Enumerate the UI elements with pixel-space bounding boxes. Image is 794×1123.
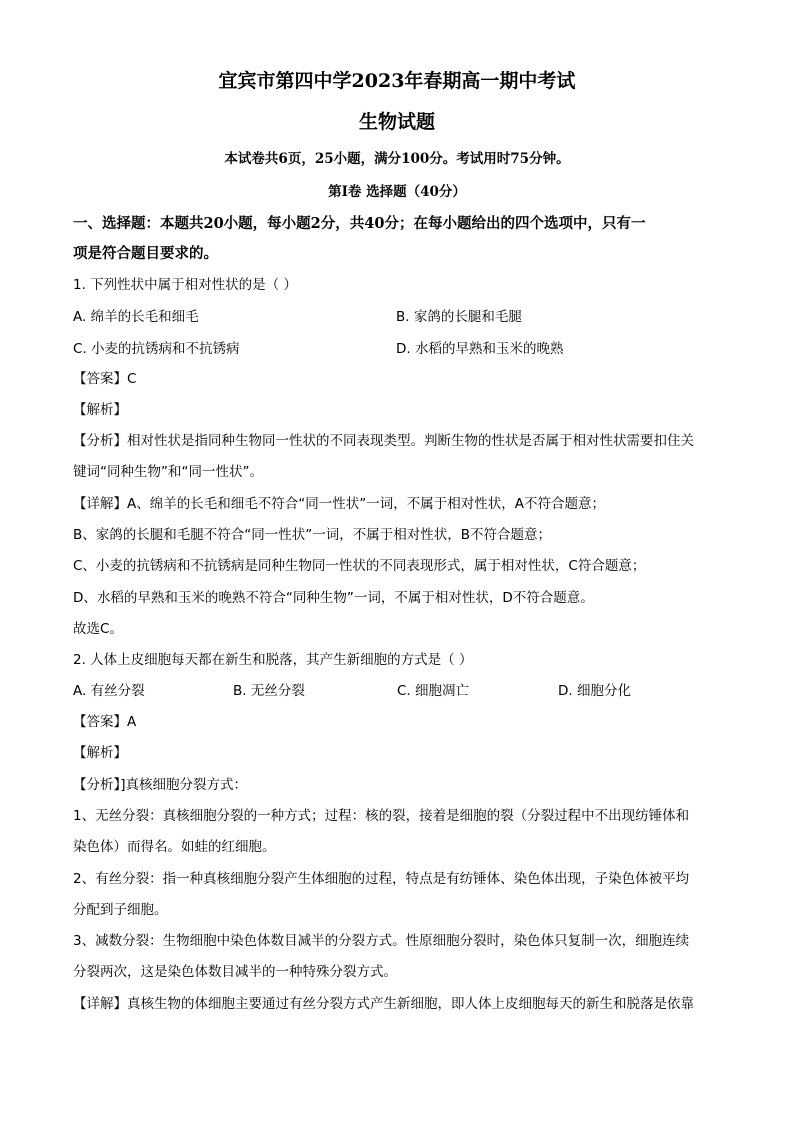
subject-title: 生物试题 — [358, 111, 435, 133]
question-2-p2-line-2: 分配到子细胞。 — [73, 902, 168, 918]
question-1-detail-a: 【详解】A、绵羊的长毛和细毛不符合“同一性状”一词，不属于相对性状，A不符合题意； — [73, 496, 605, 512]
question-1-stem: 1. 下列性状中属于相对性状的是（ ） — [73, 277, 297, 293]
question-1-option-b: B. 家鸽的长腿和毛腿 — [396, 309, 522, 325]
question-2-option-c: C. 细胞凋亡 — [397, 683, 470, 699]
section-title: 第I卷 选择题（40分） — [328, 184, 466, 200]
instructions-line-1: 一、选择题：本题共20小题，每小题2分，共40分；在每小题给出的四个选项中，只有一 — [73, 215, 646, 232]
question-1-answer: 【答案】C — [73, 371, 137, 387]
question-2-p3-line-1: 3、减数分裂：生物细胞中染色体数目减半的分裂方式。性原细胞分裂时，染色体只复制一次，细胞连续 — [73, 933, 690, 949]
question-1-option-d: D. 水稻的早熟和玉米的晚熟 — [396, 341, 564, 357]
question-2-analysis-head: 【分析】]真核细胞分裂方式： — [73, 777, 248, 793]
exam-info: 本试卷共6页，25小题，满分100分。考试用时75分钟。 — [224, 151, 570, 167]
question-1-option-a: A. 绵羊的长毛和细毛 — [73, 309, 199, 325]
question-1-analysis-label: 【解析】 — [73, 402, 127, 418]
question-2-p3-line-2: 分裂两次，这是染色体数目减半的一种特殊分裂方式。 — [73, 964, 397, 980]
question-1-detail-c: C、小麦的抗锈病和不抗锈病是同种生物同一性状的不同表现形式，属于相对性状，C符合题意； — [73, 558, 646, 574]
question-2-option-d: D. 细胞分化 — [558, 683, 631, 699]
question-1-detail-d: D、水稻的早熟和玉米的晚熟不符合“同种生物”一词，不属于相对性状，D不符合题意。 — [73, 590, 594, 606]
question-2-p2-line-1: 2、有丝分裂：指一种真核细胞分裂产生体细胞的过程，特点是有纺锤体、染色体出现，子染色体被平均 — [73, 871, 690, 887]
question-2-option-a: A. 有丝分裂 — [73, 683, 145, 699]
question-2-option-b: B. 无丝分裂 — [233, 683, 305, 699]
question-1-analysis-line-2: 键词“同种生物”和“同一性状”。 — [73, 464, 263, 480]
exam-title: 宜宾市第四中学2023年春期高一期中考试 — [218, 70, 576, 92]
question-1-analysis-line-1: 【分析】相对性状是指同种生物同一性状的不同表现类型。判断生物的性状是否属于相对性状需要扣住关 — [73, 433, 694, 449]
question-2-analysis-label: 【解析】 — [73, 745, 127, 761]
question-2-answer: 【答案】A — [73, 714, 137, 730]
question-2-p1-line-2: 染色体）而得名。如蛙的红细胞。 — [73, 839, 276, 855]
instructions-line-2: 项是符合题目要求的。 — [73, 245, 218, 262]
question-2-detail: 【详解】真核生物的体细胞主要通过有丝分裂方式产生新细胞，即人体上皮细胞每天的新生和脱落是依靠 — [73, 996, 694, 1012]
question-2-p1-line-1: 1、无丝分裂：真核细胞分裂的一种方式；过程：核的裂，接着是细胞的裂（分裂过程中不出现纺锤体和 — [73, 808, 690, 824]
question-1-conclusion: 故选C。 — [73, 621, 123, 637]
question-1-detail-b: B、家鸽的长腿和毛腿不符合“同一性状”一词，不属于相对性状，B不符合题意； — [73, 527, 552, 543]
question-2-stem: 2. 人体上皮细胞每天都在新生和脱落，其产生新细胞的方式是（ ） — [73, 652, 473, 668]
question-1-option-c: C. 小麦的抗锈病和不抗锈病 — [73, 341, 240, 357]
